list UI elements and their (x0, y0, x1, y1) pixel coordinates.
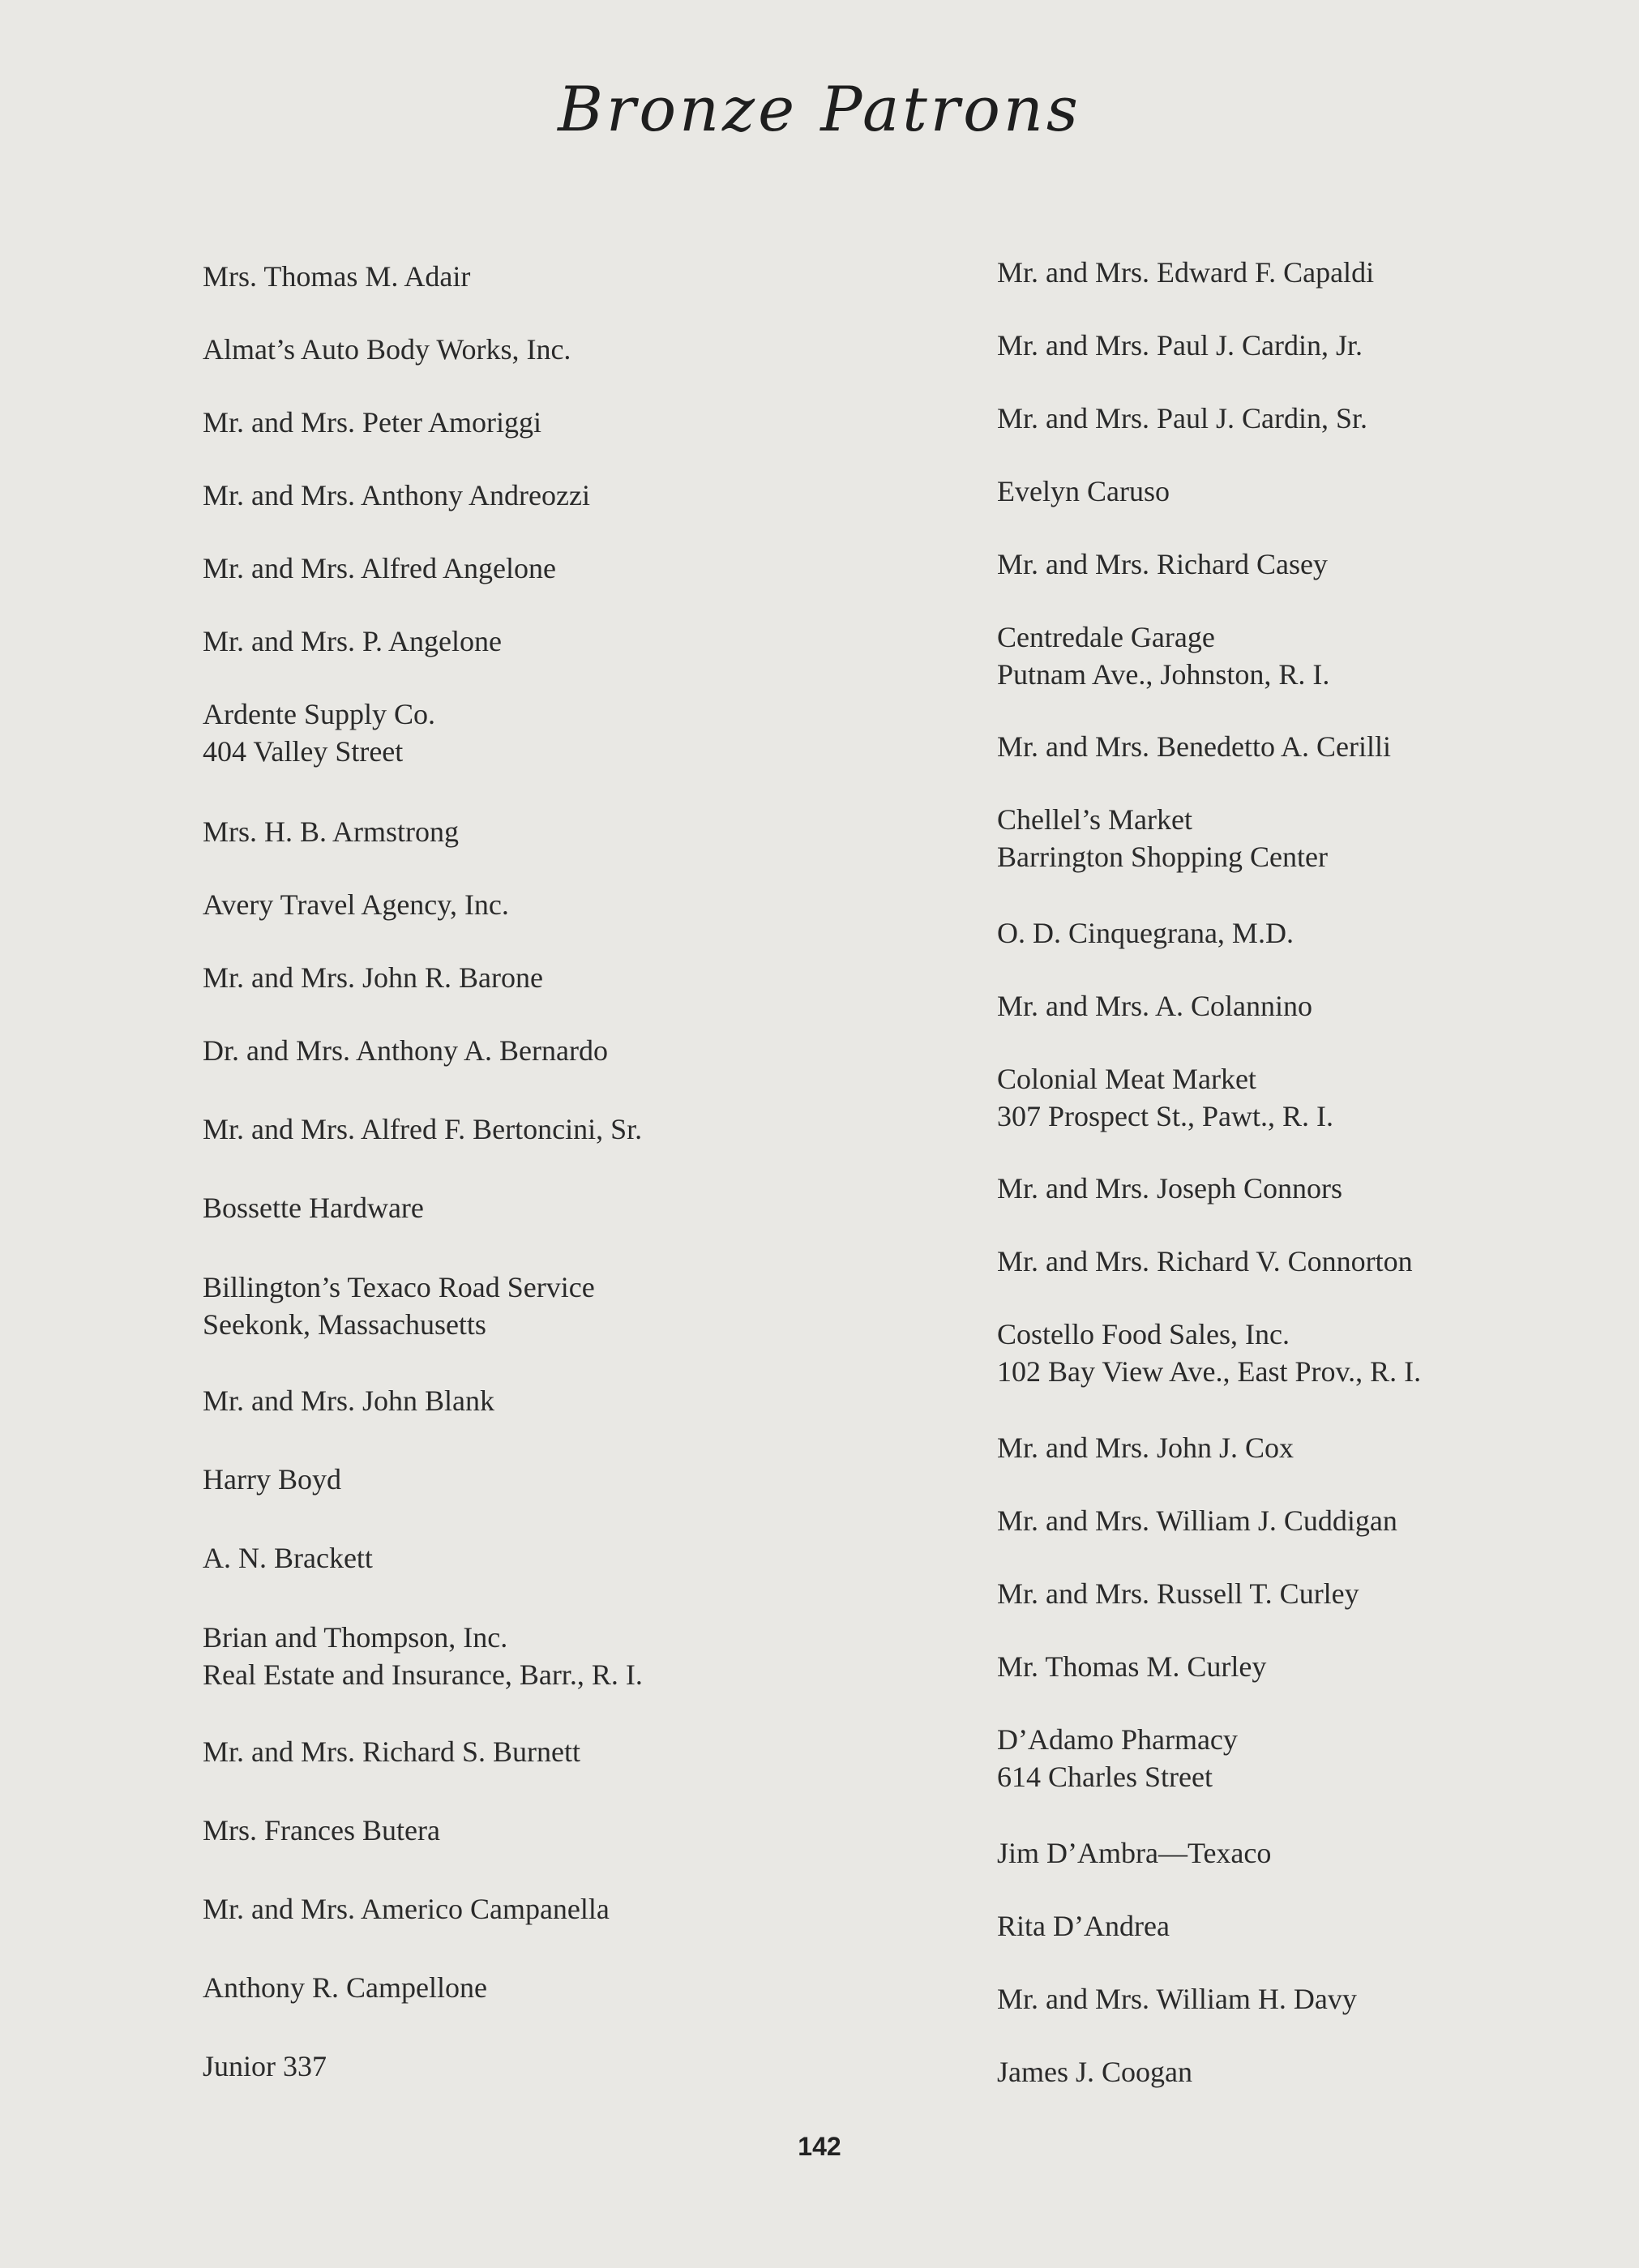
patron-name: Mr. and Mrs. Paul J. Cardin, Jr. (997, 329, 1363, 362)
patron-entry (203, 959, 543, 996)
patron-name: Mr. and Mrs. A. Colannino (997, 990, 1313, 1022)
patron-address: Barrington Shopping Center (997, 841, 1328, 873)
patron-entry (997, 987, 1312, 1025)
patron-entry (203, 813, 459, 850)
patron-address: Real Estate and Insurance, Barr., R. I. (203, 1658, 643, 1691)
patron-name: Anthony R. Campellone (203, 1971, 487, 2004)
patron-entry (997, 1907, 1170, 1945)
patron-name: Billington’s Texaco Road Service (203, 1271, 595, 1303)
patron-name: Bossette Hardware (203, 1192, 424, 1224)
patron-entry (203, 1969, 487, 2006)
patron-entry (997, 1834, 1271, 1872)
patron-name: Mr. and Mrs. John Blank (203, 1384, 494, 1417)
patron-entry (203, 1110, 642, 1148)
patron-entry (203, 1269, 595, 1343)
patron-name: Evelyn Caruso (997, 475, 1170, 507)
patron-address: 404 Valley Street (203, 735, 404, 768)
patron-entry (203, 1032, 608, 1069)
patron-name: Almat’s Auto Body Works, Inc. (203, 333, 571, 366)
patron-entry (203, 1890, 610, 1928)
patron-entry (203, 258, 470, 295)
patron-name: Ardente Supply Co. (203, 698, 435, 730)
patron-entry (997, 1575, 1359, 1612)
page-number: 142 (798, 2132, 841, 2161)
patron-name: Mr. and Mrs. Alfred Angelone (203, 552, 556, 584)
patron-address: Seekonk, Massachusetts (203, 1308, 486, 1341)
patron-name: A. N. Brackett (203, 1542, 373, 1574)
patron-name: Dr. and Mrs. Anthony A. Bernardo (203, 1034, 608, 1067)
patron-entry (203, 2048, 327, 2085)
patron-address: 307 Prospect St., Pawt., R. I. (997, 1100, 1334, 1132)
patron-entry (203, 1812, 440, 1849)
patron-name: James J. Coogan (997, 2056, 1192, 2088)
patron-entry (997, 327, 1363, 364)
patron-name: Mr. and Mrs. Anthony Andreozzi (203, 479, 590, 511)
patron-entry (997, 546, 1328, 583)
patron-name: Mr. and Mrs. William H. Davy (997, 1983, 1357, 2015)
patron-entry (203, 623, 502, 660)
patron-entry (997, 914, 1294, 952)
patron-name: Jim D’Ambra—Texaco (997, 1837, 1272, 1869)
patron-entry (997, 2053, 1192, 2090)
patron-name: Mr. and Mrs. Russell T. Curley (997, 1577, 1359, 1610)
patron-entry (997, 1721, 1238, 1795)
patron-name: Mr. and Mrs. Richard S. Burnett (203, 1735, 580, 1768)
patron-entry (203, 1619, 643, 1693)
patron-name: Mr. and Mrs. William J. Cuddigan (997, 1504, 1397, 1537)
patron-name: Mr. and Mrs. Paul J. Cardin, Sr. (997, 402, 1368, 434)
patron-name: Mr. and Mrs. Alfred F. Bertoncini, Sr. (203, 1113, 643, 1145)
patron-address: 102 Bay View Ave., East Prov., R. I. (997, 1355, 1422, 1388)
patron-name: Mr. Thomas M. Curley (997, 1650, 1267, 1683)
patron-entry (997, 801, 1328, 875)
patron-name: Mrs. H. B. Armstrong (203, 815, 460, 848)
patron-entry (203, 331, 571, 368)
patron-entry (997, 1429, 1294, 1466)
patron-name: Mr. and Mrs. Richard V. Connorton (997, 1245, 1413, 1277)
patron-entry (203, 1189, 424, 1226)
patron-entry (997, 400, 1367, 437)
patron-name: Mr. and Mrs. Americo Campanella (203, 1893, 610, 1925)
patron-address: Putnam Ave., Johnston, R. I. (997, 658, 1330, 691)
patron-address: 614 Charles Street (997, 1761, 1213, 1793)
patron-name: Junior 337 (203, 2050, 327, 2082)
patron-entry (203, 1461, 341, 1498)
patron-name: Brian and Thompson, Inc. (203, 1621, 508, 1654)
patron-name: Mr. and Mrs. Richard Casey (997, 548, 1328, 580)
page-title: Bronze Patrons (558, 73, 1081, 145)
patron-entry (203, 477, 590, 514)
patron-entry (997, 254, 1374, 291)
patron-name: Mr. and Mrs. P. Angelone (203, 625, 502, 657)
patron-entry (997, 1060, 1333, 1135)
patron-entry (997, 1980, 1357, 2018)
patron-name: Mr. and Mrs. Edward F. Capaldi (997, 256, 1375, 289)
patron-name: Colonial Meat Market (997, 1063, 1256, 1095)
patron-name: Mrs. Thomas M. Adair (203, 260, 471, 293)
patron-entry (997, 1243, 1413, 1280)
patron-entry (997, 473, 1170, 510)
patron-name: Mr. and Mrs. Peter Amoriggi (203, 406, 541, 439)
patron-entry (203, 550, 556, 587)
patron-entry (997, 618, 1329, 693)
patron-name: Chellel’s Market (997, 803, 1192, 836)
patron-entry (997, 1502, 1397, 1539)
patron-name: Avery Travel Agency, Inc. (203, 888, 509, 921)
patron-name: Centredale Garage (997, 621, 1215, 653)
patron-name: O. D. Cinquegrana, M.D. (997, 917, 1294, 949)
patron-entry (203, 886, 509, 923)
patron-entry (997, 1648, 1266, 1685)
patron-name: Costello Food Sales, Inc. (997, 1318, 1290, 1350)
patron-name: Mr. and Mrs. Benedetto A. Cerilli (997, 730, 1391, 763)
patron-name: Mr. and Mrs. John J. Cox (997, 1431, 1295, 1464)
patron-entry (203, 1733, 580, 1770)
patron-entry (997, 1316, 1421, 1390)
patron-name: Harry Boyd (203, 1463, 341, 1496)
patron-name: Rita D’Andrea (997, 1910, 1170, 1942)
patron-name: Mrs. Frances Butera (203, 1814, 440, 1846)
patron-entry (203, 695, 435, 770)
patron-entry (997, 728, 1391, 765)
patron-entry (997, 1170, 1342, 1207)
patron-name: D’Adamo Pharmacy (997, 1723, 1238, 1756)
patron-entry (203, 404, 541, 441)
patron-entry (203, 1382, 494, 1419)
patron-name: Mr. and Mrs. Joseph Connors (997, 1172, 1343, 1205)
patron-entry (203, 1539, 373, 1577)
patron-name: Mr. and Mrs. John R. Barone (203, 961, 543, 994)
